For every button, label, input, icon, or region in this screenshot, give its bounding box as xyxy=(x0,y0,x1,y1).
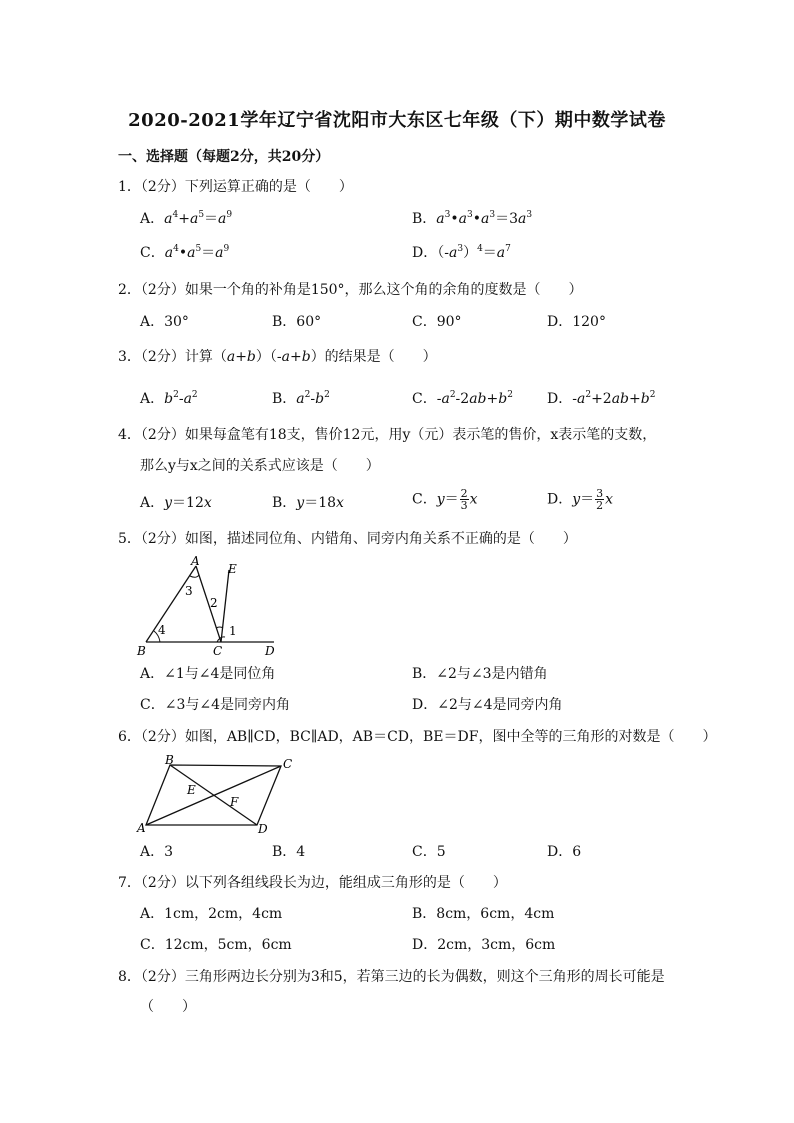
question-7-stem: 7．（2分）以下列各组线段长为边，能组成三角形的是（ ） xyxy=(118,875,507,891)
fraction-3-2: $\frac{3}{2}$ xyxy=(596,487,604,512)
question-6-option-b: B．4 xyxy=(272,844,306,860)
question-3-stem-prefix: 3．（2分）计算（ xyxy=(118,349,227,365)
question-3-stem-suffix: ）的结果是（ ） xyxy=(310,349,437,365)
question-4-option-b: B．y＝18x xyxy=(272,495,344,511)
fig6-label-e: E xyxy=(187,783,196,797)
fig5-label-d: D xyxy=(265,644,275,656)
question-6-option-d: D．6 xyxy=(547,844,582,860)
question-2-option-a: A．30° xyxy=(140,314,189,330)
question-2-option-d: D．120° xyxy=(547,314,606,330)
question-2-option-b: B．60° xyxy=(272,314,322,330)
question-1-option-a: A．$a^4+a^5=a^9$ xyxy=(140,210,233,227)
question-6-stem: 6．（2分）如图，AB∥CD，BC∥AD，AB＝CD，BE＝DF，图中全等的三角形的对数是（ ） xyxy=(118,729,717,745)
question-6-option-c: C．5 xyxy=(412,844,446,860)
fig5-label-b: B xyxy=(137,644,146,656)
fig6-label-b: B xyxy=(165,753,174,767)
question-2-stem: 2．（2分）如果一个角的补角是150°，那么这个角的余角的度数是（ ） xyxy=(118,282,583,298)
question-1-option-d: D．$(-a^3)^4=a^7$ xyxy=(412,244,511,261)
question-7-option-b: B．8cm，6cm，4cm xyxy=(412,906,555,922)
question-4-option-d: D．y＝ $\frac{3}{2}$ x xyxy=(547,487,614,512)
question-4-option-a: A．y＝12x xyxy=(140,495,212,511)
question-4-stem-line-2: 那么y与x之间的关系式应该是（ ） xyxy=(140,458,380,474)
fig6-label-d: D xyxy=(258,822,268,836)
question-7-option-a: A．1cm，2cm，4cm xyxy=(140,906,283,922)
question-3-option-d: D．$-a^2+2ab+b^2$ xyxy=(547,390,656,407)
fig5-label-a: A xyxy=(191,556,200,568)
question-4-option-c: C．y＝ $\frac{2}{3}$ x xyxy=(412,487,478,512)
fig6-label-a: A xyxy=(137,821,146,835)
question-6-option-a: A．3 xyxy=(140,844,174,860)
fig5-label-4: 4 xyxy=(158,623,166,637)
page-title: 2020-2021学年辽宁省沈阳市大东区七年级（下）期中数学试卷 xyxy=(128,110,666,131)
fraction-2-3: $\frac{2}{3}$ xyxy=(460,487,468,512)
fig5-label-e: E xyxy=(228,562,237,576)
question-7-option-d: D．2cm，3cm，6cm xyxy=(412,937,556,953)
fig5-label-2: 2 xyxy=(210,596,218,610)
question-2-option-c: C．90° xyxy=(412,314,462,330)
question-7-option-c: C．12cm，5cm，6cm xyxy=(140,937,292,953)
question-5-option-b: B．∠2与∠3是内错角 xyxy=(412,666,548,682)
section-heading: 一、选择题（每题2分，共20分） xyxy=(118,149,330,165)
question-3-option-a: A．$b^2-a^2$ xyxy=(140,390,198,407)
question-8-stem-line-1: 8．（2分）三角形两边长分别为3和5，若第三边的长为偶数，则这个三角形的周长可能是 xyxy=(118,969,665,985)
question-3-stem: 3．（2分）计算（a+b）（-a+b）的结果是（ ） xyxy=(118,349,437,365)
question-5-option-c: C．∠3与∠4是同旁内角 xyxy=(140,697,290,713)
fig6-label-f: F xyxy=(230,795,239,809)
question-5-option-d: D．∠2与∠4是同旁内角 xyxy=(412,697,563,713)
question-1-stem: 1．（2分）下列运算正确的是（ ） xyxy=(118,179,353,195)
question-8-stem-line-2: （ ） xyxy=(140,999,196,1015)
question-5-figure xyxy=(134,556,284,656)
question-1-option-b: B．$a^3•a^3•a^3=3a^3$ xyxy=(412,210,533,227)
question-1-option-c: C．$a^4•a^5=a^9$ xyxy=(140,244,230,261)
fig5-label-3: 3 xyxy=(185,584,193,598)
question-4-stem-line-1: 4．（2分）如果每盒笔有18支，售价12元，用y（元）表示笔的售价，x表示笔的支数， xyxy=(118,427,657,443)
question-3-option-c: C．$-a^2-2ab+b^2$ xyxy=(412,390,513,407)
question-5-option-a: A．∠1与∠4是同位角 xyxy=(140,666,276,682)
fig5-label-c: C xyxy=(213,644,223,656)
fig5-label-1: 1 xyxy=(229,624,237,638)
question-5-stem: 5．（2分）如图，描述同位角、内错角、同旁内角关系不正确的是（ ） xyxy=(118,531,577,547)
question-3-option-b: B．$a^2-b^2$ xyxy=(272,390,330,407)
question-6-figure xyxy=(134,752,299,836)
fig6-label-c: C xyxy=(283,757,293,771)
